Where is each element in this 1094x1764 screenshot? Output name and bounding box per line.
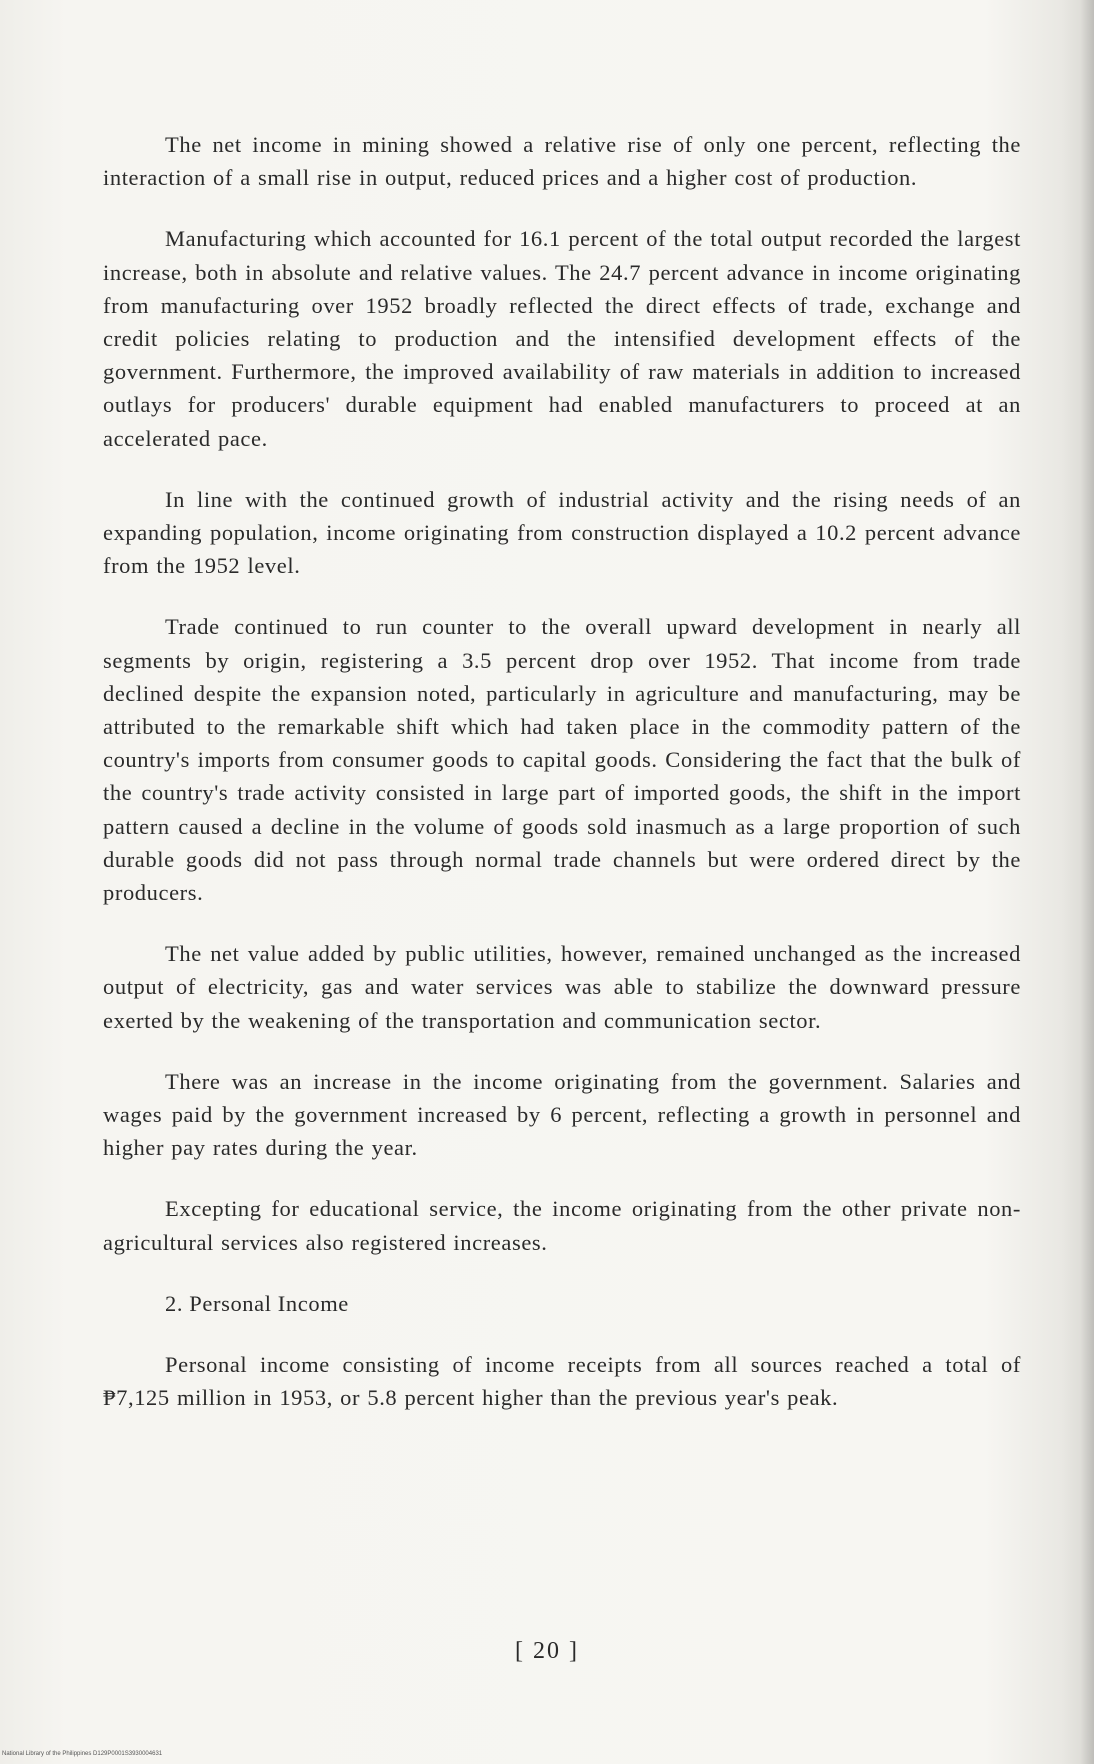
paragraph-manufacturing: Manufacturing which accounted for 16.1 percent of the total output recorded the largest increase, both in absolute and relative values. The 24.7 percent advance in income originating from manufacturing over 1952 broadly reflected the direct effects of trade, exchange and credit policies relating to production and the intensified development effects of the government. Furthermore, the improved availability of raw materials in addition to increased outlays for producers' durable equipment had enabled manufacturers to proceed at an accelerated pace. [103,226,1021,451]
section-heading: 2. Personal Income [165,1290,349,1316]
paragraph-trade: Trade continued to run counter to the overall upward development in nearly all segments by origin, registering a 3.5 percent drop over 1952. That income from trade declined despite the expansion noted, particularly in agriculture and manufacturing, may be attributed to the remarkable shift which had taken place in the commodity pattern of the country's imports from consumer goods to capital goods. Considering the fact that the bulk of the country's trade activity consisted in large part of imported goods, the shift in the import pattern caused a decline in the volume of goods sold inasmuch as a large proportion of such durable goods did not pass through normal trade channels but were ordered direct by the producers. [103,614,1021,906]
body-text [103,128,1021,1442]
paragraph-government: There was an increase in the income originating from the government. Salaries and wages paid by the government increased by 6 percent, reflecting a growth in personnel and higher pay rates during the year. [103,1068,1021,1161]
paragraph-mining: The net income in mining showed a relative rise of only one percent, reflecting the interaction of a small rise in output, reduced prices and a higher cost of production. [103,132,1021,191]
paragraph-public-utilities: The net value added by public utilities, however, remained unchanged as the increased output of electricity, gas and water services was able to stabilize the downward pressure exerted by the weakening of the transportation and communication sector. [103,941,1021,1033]
page-number: [ 20 ] [515,1638,579,1664]
paragraph-services: Excepting for educational service, the income originating from the other private non-agricultural services also registered increases. [103,1196,1021,1255]
page-edge-shadow [1080,0,1094,1764]
paragraph-construction: In line with the continued growth of industrial activity and the rising needs of an expanding population, income originating from construction displayed a 10.2 percent advance from the 1952 level. [103,486,1021,579]
paragraph-personal-income: Personal income consisting of income receipts from all sources reached a total of ₱7,125 million in 1953, or 5.8 percent higher than the previous year's peak. [103,1351,1021,1411]
library-footer-note: National Library of the Philippines D129P0001S3930004631 [2,1751,163,1757]
